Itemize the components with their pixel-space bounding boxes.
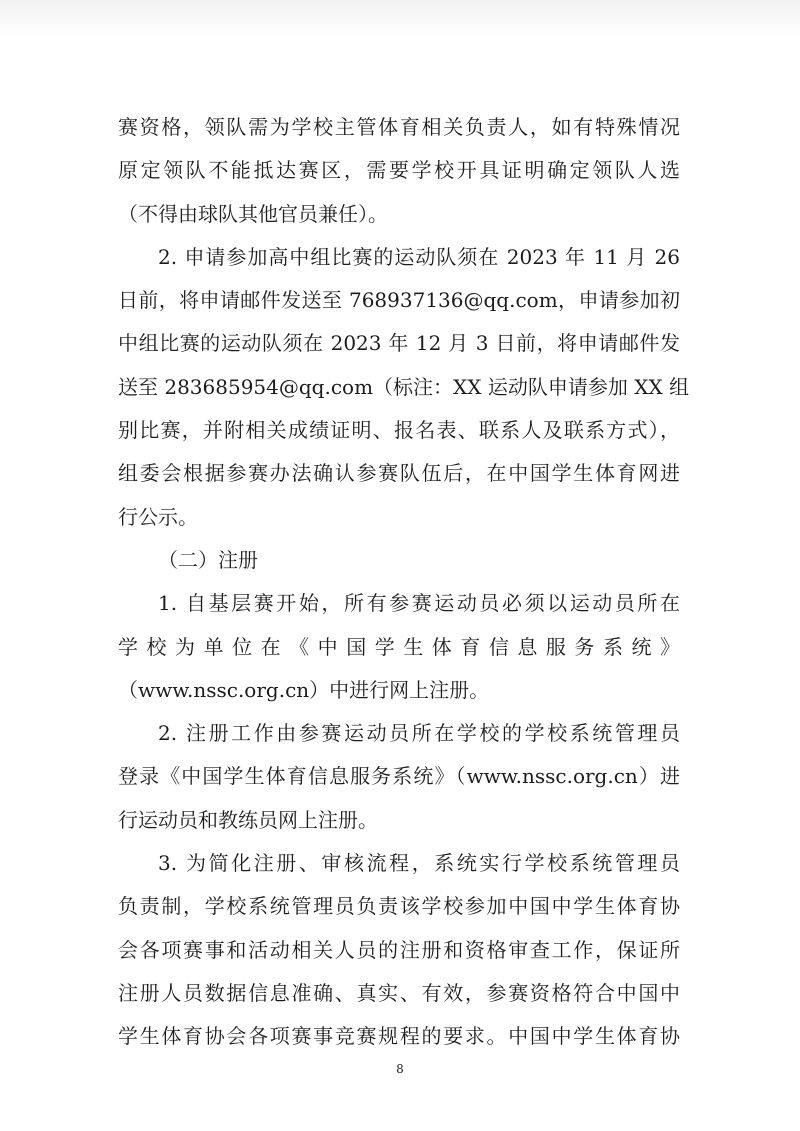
body-text: [118, 106, 690, 1059]
text-line: （www.nssc.org.cn）中进行网上注册。: [118, 677, 490, 702]
text-line: 赛资格，领队需为学校主管体育相关负责人，如有特殊情况: [118, 115, 680, 139]
page-number: 8: [396, 1062, 404, 1076]
text-line: 3. 为简化注册、审核流程，系统实行学校系统管理员: [158, 851, 680, 876]
text-line: 注册人员数据信息准确、真实、有效，参赛资格符合中国中: [118, 980, 680, 1005]
text-line: 行公示。: [118, 504, 198, 529]
text-line: 组委会根据参赛办法确认参赛队伍后，在中国学生体育网进: [118, 461, 680, 486]
text-line: 2. 申请参加高中组比赛的运动队须在 2023 年 11 月 26: [158, 244, 680, 269]
text-line: （不得由球队其他官员兼任）。: [118, 201, 388, 226]
text-line: 日前，将申请邮件发送至 768937136@qq.com，申请参加初: [118, 288, 680, 313]
text-line: 会各项赛事和活动相关人员的注册和资格审查工作，保证所: [118, 937, 680, 962]
text-line: 行运动员和教练员网上注册。: [118, 807, 378, 832]
text-line: 学生体育协会各项赛事竞赛规程的要求。中国中学生体育协: [118, 1024, 680, 1049]
text-line: 1. 自基层赛开始，所有参赛运动员必须以运动员所在: [158, 591, 680, 616]
scan-edge-shadow: [0, 0, 800, 40]
text-line: 送至 283685954@qq.com（标注：XX 运动队申请参加 XX 组: [118, 374, 690, 399]
text-line: 原定领队不能抵达赛区，需要学校开具证明确定领队人选: [118, 158, 680, 183]
text-line: 别比赛，并附相关成绩证明、报名表、联系人及联系方式），: [118, 418, 680, 443]
section-heading: （二）注册: [158, 547, 258, 572]
text-line: 中组比赛的运动队须在 2023 年 12 月 3 日前，将申请邮件发: [118, 331, 680, 356]
text-line: 登录《中国学生体育信息服务系统》（www.nssc.org.cn）进: [118, 764, 680, 789]
text-line: 2. 注册工作由参赛运动员所在学校的学校系统管理员: [158, 721, 680, 746]
text-line: 负责制，学校系统管理员负责该学校参加中国中学生体育协: [118, 894, 680, 919]
text-line: 学校为单位在《中国学生体育信息服务系统》: [118, 634, 680, 659]
